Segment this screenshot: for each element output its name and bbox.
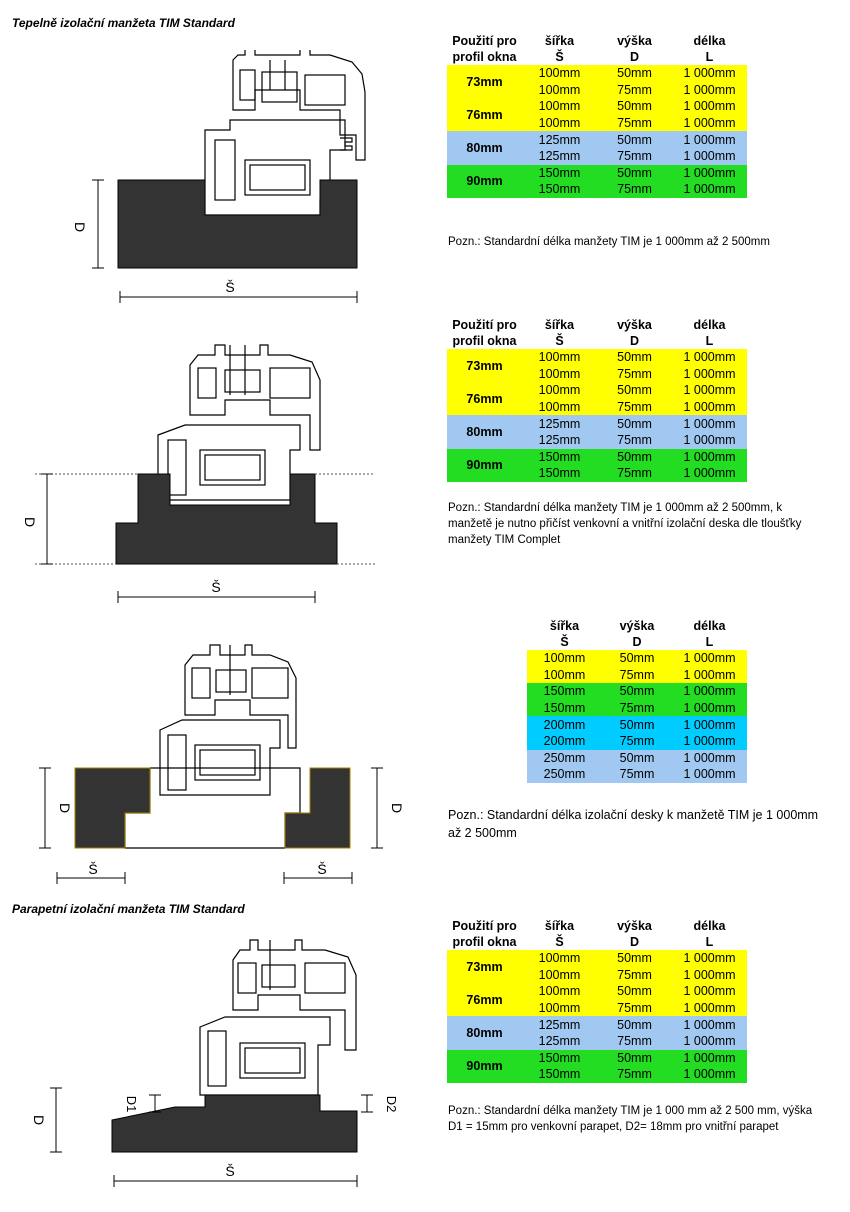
height-cell: 75mm — [617, 366, 652, 381]
table-row — [527, 650, 747, 667]
length-cell: 1 000mm — [683, 984, 736, 999]
header-length-1: délka — [693, 318, 726, 332]
section-3-note: Pozn.: Standardní délka izolační desky k manžetě TIM je 1 000mm až 2 500mm — [448, 808, 819, 840]
height-cell: 75mm — [617, 433, 652, 448]
profile-cell: 76mm — [466, 391, 503, 406]
section-1-table — [447, 33, 747, 198]
header-profile-2: profil okna — [452, 50, 517, 64]
length-cell: 1 000mm — [683, 182, 736, 197]
table-row — [527, 683, 747, 700]
profile-cell: 73mm — [466, 959, 503, 974]
header-height-1: výška — [617, 34, 652, 48]
width-cell: 150mm — [538, 182, 581, 197]
width-cell: 150mm — [543, 701, 586, 716]
height-cell: 50mm — [617, 66, 652, 81]
width-cell: 150mm — [538, 1050, 581, 1065]
length-cell: 1 000mm — [683, 951, 736, 966]
header-width-2: Š — [555, 334, 564, 348]
header-width-1: šířka — [544, 34, 575, 48]
length-cell: 1 000mm — [683, 1017, 736, 1032]
length-cell: 1 000mm — [683, 734, 736, 749]
width-cell: 100mm — [538, 116, 581, 131]
length-cell: 1 000mm — [683, 449, 736, 464]
height-cell: 75mm — [617, 1034, 652, 1049]
header-length-2: L — [705, 334, 714, 348]
width-cell: 150mm — [538, 1067, 581, 1082]
section-4-dim-d1: D1 — [124, 1095, 139, 1113]
length-cell: 1 000mm — [683, 701, 736, 716]
table-row — [447, 382, 747, 399]
height-cell: 75mm — [619, 667, 655, 682]
table-row — [447, 415, 747, 432]
header-profile-1: Použití pro — [452, 34, 517, 48]
table-row — [447, 65, 747, 82]
height-cell: 50mm — [617, 132, 652, 147]
height-cell: 50mm — [617, 1050, 652, 1065]
length-cell: 1 000mm — [683, 165, 736, 180]
profile-cell: 76mm — [466, 107, 503, 122]
header-width-2: Š — [555, 50, 564, 64]
height-cell: 50mm — [617, 951, 652, 966]
width-cell: 100mm — [538, 383, 581, 398]
header-profile-1: Použití pro — [452, 919, 517, 933]
length-cell: 1 000mm — [683, 651, 736, 666]
profile-cell: 80mm — [466, 1025, 503, 1040]
length-cell: 1 000mm — [683, 99, 736, 114]
height-cell: 75mm — [617, 1001, 652, 1016]
length-cell: 1 000mm — [683, 82, 736, 97]
header-length-2: L — [705, 50, 714, 64]
length-cell: 1 000mm — [683, 1067, 736, 1082]
width-cell: 100mm — [538, 400, 581, 415]
table-row — [447, 1016, 747, 1033]
section-2-table — [447, 317, 747, 482]
height-cell: 75mm — [617, 82, 652, 97]
profile-cell: 80mm — [466, 424, 503, 439]
length-cell: 1 000mm — [683, 149, 736, 164]
height-cell: 50mm — [617, 1017, 652, 1032]
profile-cell: 90mm — [466, 458, 503, 473]
height-cell: 75mm — [617, 400, 652, 415]
section-3-dim-height-right: D — [389, 802, 405, 814]
length-cell: 1 000mm — [683, 717, 736, 732]
section-3-table — [527, 618, 747, 783]
section-4-dim-height: D — [31, 1114, 47, 1126]
width-cell: 125mm — [538, 1017, 581, 1032]
length-cell: 1 000mm — [683, 66, 736, 81]
width-cell: 250mm — [543, 750, 586, 765]
length-cell: 1 000mm — [683, 383, 736, 398]
width-cell: 125mm — [538, 132, 581, 147]
length-cell: 1 000mm — [683, 400, 736, 415]
table-row — [447, 983, 747, 1000]
height-cell: 50mm — [619, 684, 655, 699]
section-1-title: Tepelně izolační manžeta TIM Standard — [12, 16, 235, 30]
header-length-2: L — [705, 635, 714, 649]
section-1-note: Pozn.: Standardní délka manžety TIM je 1 000mm až 2 500mm — [448, 236, 770, 248]
section-2-note: Pozn.: Standardní délka manžety TIM je 1 000mm až 2 500mm, k manžetě je nutno přičíst venkovní a vnitřní izolační deska dle tloušťky manžety TIM Complet — [448, 502, 802, 546]
header-length-1: délka — [693, 919, 726, 933]
section-3-dim-height-left: D — [57, 802, 73, 814]
width-cell: 100mm — [543, 651, 586, 666]
height-cell: 50mm — [619, 717, 655, 732]
length-cell: 1 000mm — [683, 667, 736, 682]
height-cell: 50mm — [617, 350, 652, 365]
height-cell: 75mm — [617, 116, 652, 131]
section-4-dim-width: Š — [225, 1163, 235, 1179]
header-length-1: délka — [693, 619, 726, 633]
profile-cell: 90mm — [466, 174, 503, 189]
height-cell: 50mm — [617, 165, 652, 180]
section-4-dim-d2: D2 — [384, 1095, 399, 1113]
section-3-drawing — [0, 640, 420, 890]
section-1-dim-height: D — [72, 221, 88, 233]
table-row — [447, 449, 747, 466]
header-profile-1: Použití pro — [452, 318, 517, 332]
header-width-2: Š — [555, 935, 564, 949]
length-cell: 1 000mm — [683, 132, 736, 147]
height-cell: 75mm — [617, 967, 652, 982]
length-cell: 1 000mm — [683, 366, 736, 381]
width-cell: 100mm — [538, 99, 581, 114]
section-3-dim-width-left: Š — [88, 861, 98, 877]
length-cell: 1 000mm — [683, 116, 736, 131]
height-cell: 50mm — [617, 449, 652, 464]
height-cell: 75mm — [619, 767, 655, 782]
table-row — [527, 716, 747, 733]
header-length-1: délka — [693, 34, 726, 48]
width-cell: 100mm — [538, 350, 581, 365]
length-cell: 1 000mm — [683, 1001, 736, 1016]
table-row — [527, 700, 747, 717]
section-4-title: Parapetní izolační manžeta TIM Standard — [12, 902, 245, 916]
width-cell: 100mm — [543, 667, 586, 682]
width-cell: 200mm — [543, 734, 586, 749]
header-profile-2: profil okna — [452, 334, 517, 348]
section-2-dim-height: D — [22, 516, 38, 528]
width-cell: 125mm — [538, 433, 581, 448]
table-row — [447, 98, 747, 115]
section-2-dim-width: Š — [211, 579, 221, 595]
length-cell: 1 000mm — [683, 767, 736, 782]
table-row — [527, 750, 747, 767]
height-cell: 75mm — [617, 149, 652, 164]
profile-cell: 80mm — [466, 140, 503, 155]
length-cell: 1 000mm — [683, 1050, 736, 1065]
width-cell: 100mm — [538, 1001, 581, 1016]
width-cell: 250mm — [543, 767, 586, 782]
table-row — [447, 950, 747, 967]
width-cell: 150mm — [538, 449, 581, 464]
table-row — [527, 733, 747, 750]
width-cell: 150mm — [543, 684, 586, 699]
width-cell: 100mm — [538, 951, 581, 966]
header-profile-2: profil okna — [452, 935, 517, 949]
section-2-drawing — [0, 340, 420, 610]
length-cell: 1 000mm — [683, 750, 736, 765]
header-width-1: šířka — [544, 919, 575, 933]
width-cell: 100mm — [538, 66, 581, 81]
length-cell: 1 000mm — [683, 433, 736, 448]
table-row — [447, 131, 747, 148]
height-cell: 75mm — [617, 182, 652, 197]
header-width-2: Š — [560, 635, 569, 649]
header-height-1: výška — [617, 919, 652, 933]
table-row — [447, 165, 747, 182]
profile-cell: 73mm — [466, 358, 503, 373]
height-cell: 50mm — [617, 99, 652, 114]
table-row — [447, 349, 747, 366]
header-height-1: výška — [617, 318, 652, 332]
height-cell: 75mm — [617, 1067, 652, 1082]
table-row — [447, 1050, 747, 1067]
header-height-2: D — [629, 50, 640, 64]
header-width-1: šířka — [549, 619, 580, 633]
height-cell: 75mm — [617, 466, 652, 481]
height-cell: 50mm — [619, 651, 655, 666]
width-cell: 125mm — [538, 1034, 581, 1049]
section-4-table — [447, 918, 747, 1083]
width-cell: 150mm — [538, 466, 581, 481]
width-cell: 125mm — [538, 149, 581, 164]
section-3-dim-width-right: Š — [317, 861, 327, 877]
height-cell: 75mm — [619, 701, 655, 716]
length-cell: 1 000mm — [683, 416, 736, 431]
height-cell: 50mm — [617, 984, 652, 999]
length-cell: 1 000mm — [683, 350, 736, 365]
table-row — [527, 667, 747, 684]
height-cell: 75mm — [619, 734, 655, 749]
length-cell: 1 000mm — [683, 1034, 736, 1049]
profile-cell: 76mm — [466, 992, 503, 1007]
header-height-2: D — [629, 334, 640, 348]
length-cell: 1 000mm — [683, 967, 736, 982]
section-4-drawing — [0, 935, 420, 1195]
width-cell: 100mm — [538, 967, 581, 982]
width-cell: 150mm — [538, 165, 581, 180]
width-cell: 125mm — [538, 416, 581, 431]
height-cell: 50mm — [617, 416, 652, 431]
header-length-2: L — [705, 935, 714, 949]
height-cell: 50mm — [617, 383, 652, 398]
header-width-1: šířka — [544, 318, 575, 332]
header-height-2: D — [632, 635, 642, 649]
profile-cell: 90mm — [466, 1059, 503, 1074]
width-cell: 100mm — [538, 82, 581, 97]
length-cell: 1 000mm — [683, 684, 736, 699]
header-height-1: výška — [619, 619, 655, 633]
width-cell: 200mm — [543, 717, 586, 732]
profile-cell: 73mm — [466, 74, 503, 89]
section-1-dim-width: Š — [225, 279, 235, 295]
section-1-drawing — [0, 50, 420, 310]
header-height-2: D — [629, 935, 640, 949]
height-cell: 50mm — [619, 750, 655, 765]
table-row — [527, 766, 747, 783]
length-cell: 1 000mm — [683, 466, 736, 481]
section-4-note: Pozn.: Standardní délka manžety TIM je 1 000 mm až 2 500 mm, výška D1 = 15mm pro venkovní parapet, D2= 18mm pro vnitřní parapet — [448, 1105, 813, 1133]
width-cell: 100mm — [538, 366, 581, 381]
width-cell: 100mm — [538, 984, 581, 999]
